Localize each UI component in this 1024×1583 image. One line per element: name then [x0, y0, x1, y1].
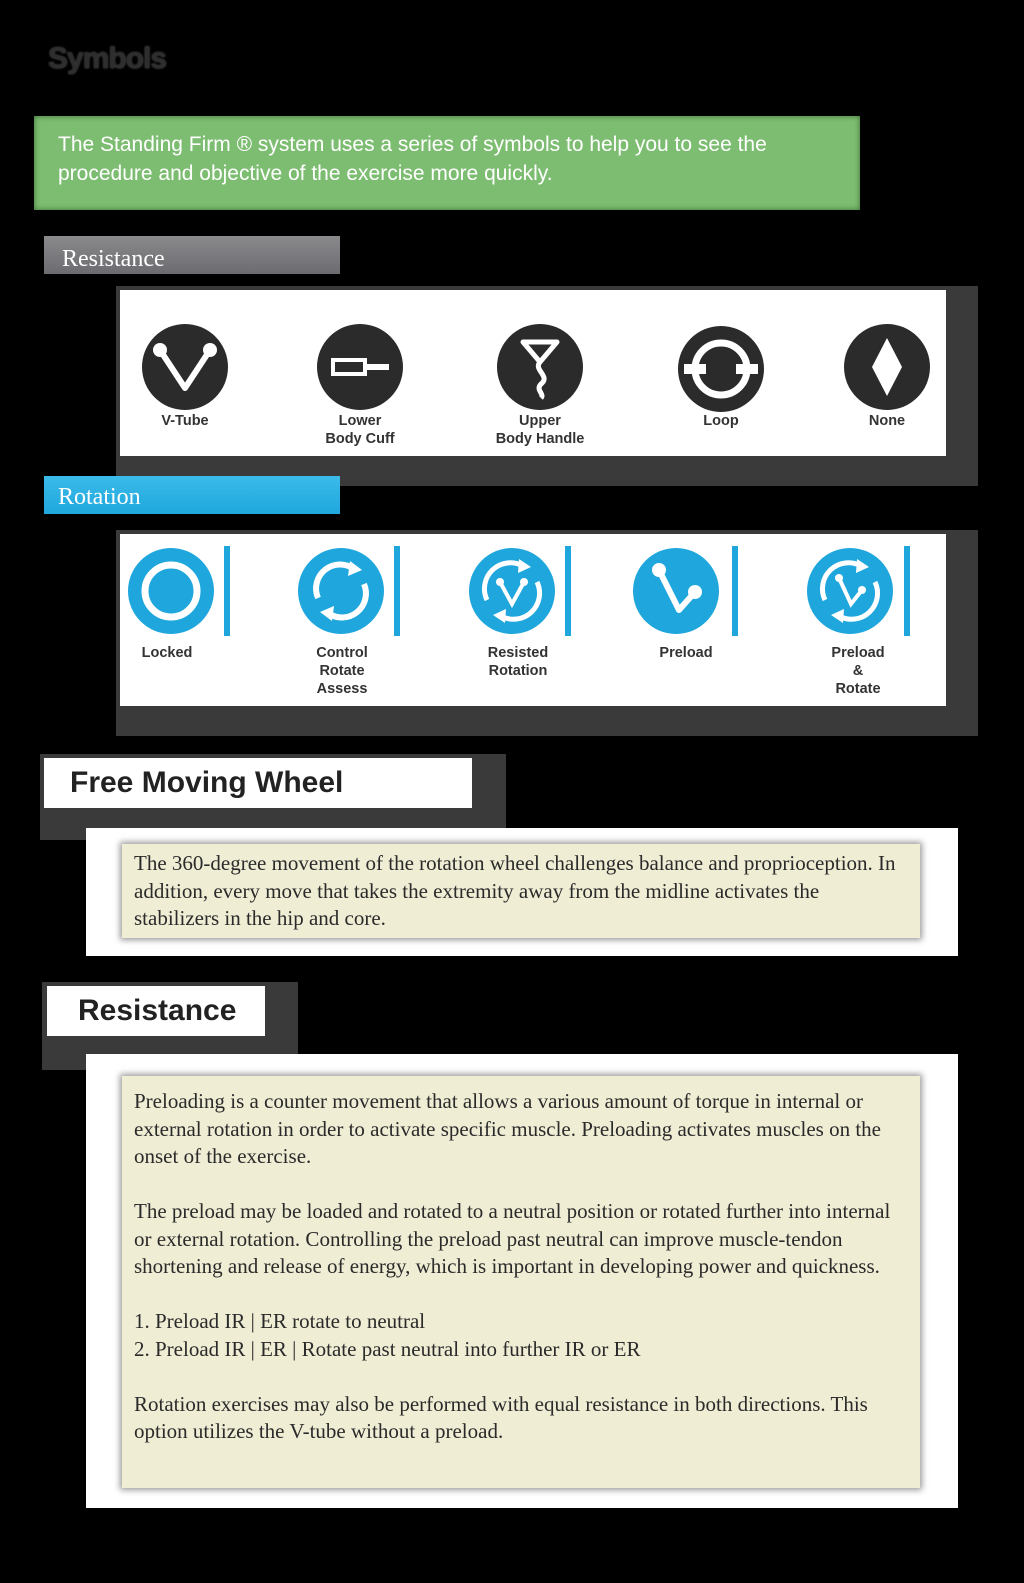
resistance-text: [122, 1076, 920, 1488]
resistance-list-item-2: 2. Preload IR | ER | Rotate past neutral into further IR or ER: [134, 1336, 641, 1361]
symbol-label-preload: Preload: [659, 645, 713, 661]
symbol-label-resisted-rotation: Resisted Rotation: [487, 645, 549, 679]
rotate-arrows-icon: [298, 548, 384, 634]
free-wheel-text: [122, 844, 920, 938]
free-wheel-paragraph: The 360-degree movement of the rotation wheel challenges balance and proprioception. In addition, every move that takes the extremity away from the midline activates the stabilizers in the hip and core.: [134, 851, 896, 930]
preload-bar: [732, 546, 738, 636]
symbol-label-upper-body-handle: Upper Body Handle: [495, 413, 585, 447]
loop-icon: [678, 326, 764, 412]
resistance-paragraph-2: The preload may be loaded and rotated to a neutral position or rotated further into internal or external rotation. Controlling the preload past neutral can improve muscle-tendon shortening and release of energy, which is important in developing power and quickness.: [134, 1199, 891, 1278]
symbol-label-preload-rotate: Preload & Rotate: [831, 645, 885, 697]
symbol-label-control-rotate-assess: Control Rotate Assess: [316, 645, 368, 697]
symbol-label-none: None: [868, 413, 906, 429]
resistance-tab: Resistance: [44, 236, 340, 274]
lower-body-cuff-icon: [317, 324, 403, 410]
resisted-rotation-bar: [565, 546, 571, 636]
resisted-rotation-icon: [469, 548, 555, 634]
symbol-label-lower-body-cuff: Lower Body Cuff: [325, 413, 395, 447]
rotation-tab: Rotation: [44, 476, 340, 514]
upper-body-handle-icon: [497, 324, 583, 410]
control-rotate-bar: [394, 546, 400, 636]
page-title: Symbols: [48, 42, 167, 75]
symbol-label-locked: Locked: [141, 645, 193, 661]
resistance-heading: Resistance: [47, 986, 265, 1036]
v-tube-icon: [142, 324, 228, 410]
symbol-label-loop: Loop: [703, 413, 739, 429]
free-wheel-heading: Free Moving Wheel: [44, 758, 472, 808]
resistance-paragraph-3: Rotation exercises may also be performed with equal resistance in both directions. This option utilizes the V-tube without a preload.: [134, 1391, 868, 1443]
intro-banner: The Standing Firm ® system uses a series of symbols to help you to see the procedure and objective of the exercise more quickly.: [34, 116, 860, 210]
locked-ring-icon: [128, 548, 214, 634]
preload-rotate-icon: [807, 548, 893, 634]
resistance-paragraph-1: Preloading is a counter movement that allows a various amount of torque in internal or external rotation in order to activate specific muscle. Preloading activates muscles on the onset of the exercise.: [134, 1089, 881, 1168]
diamond-icon: [844, 324, 930, 410]
preload-icon: [633, 548, 719, 634]
rotation-symbols-panel: [120, 534, 946, 706]
resistance-list-item-1: 1. Preload IR | ER rotate to neutral: [134, 1309, 426, 1333]
resistance-symbols-panel: [120, 290, 946, 456]
preload-rotate-bar: [904, 546, 910, 636]
locked-bar: [224, 546, 230, 636]
symbol-label-v-tube: V-Tube: [161, 413, 209, 429]
